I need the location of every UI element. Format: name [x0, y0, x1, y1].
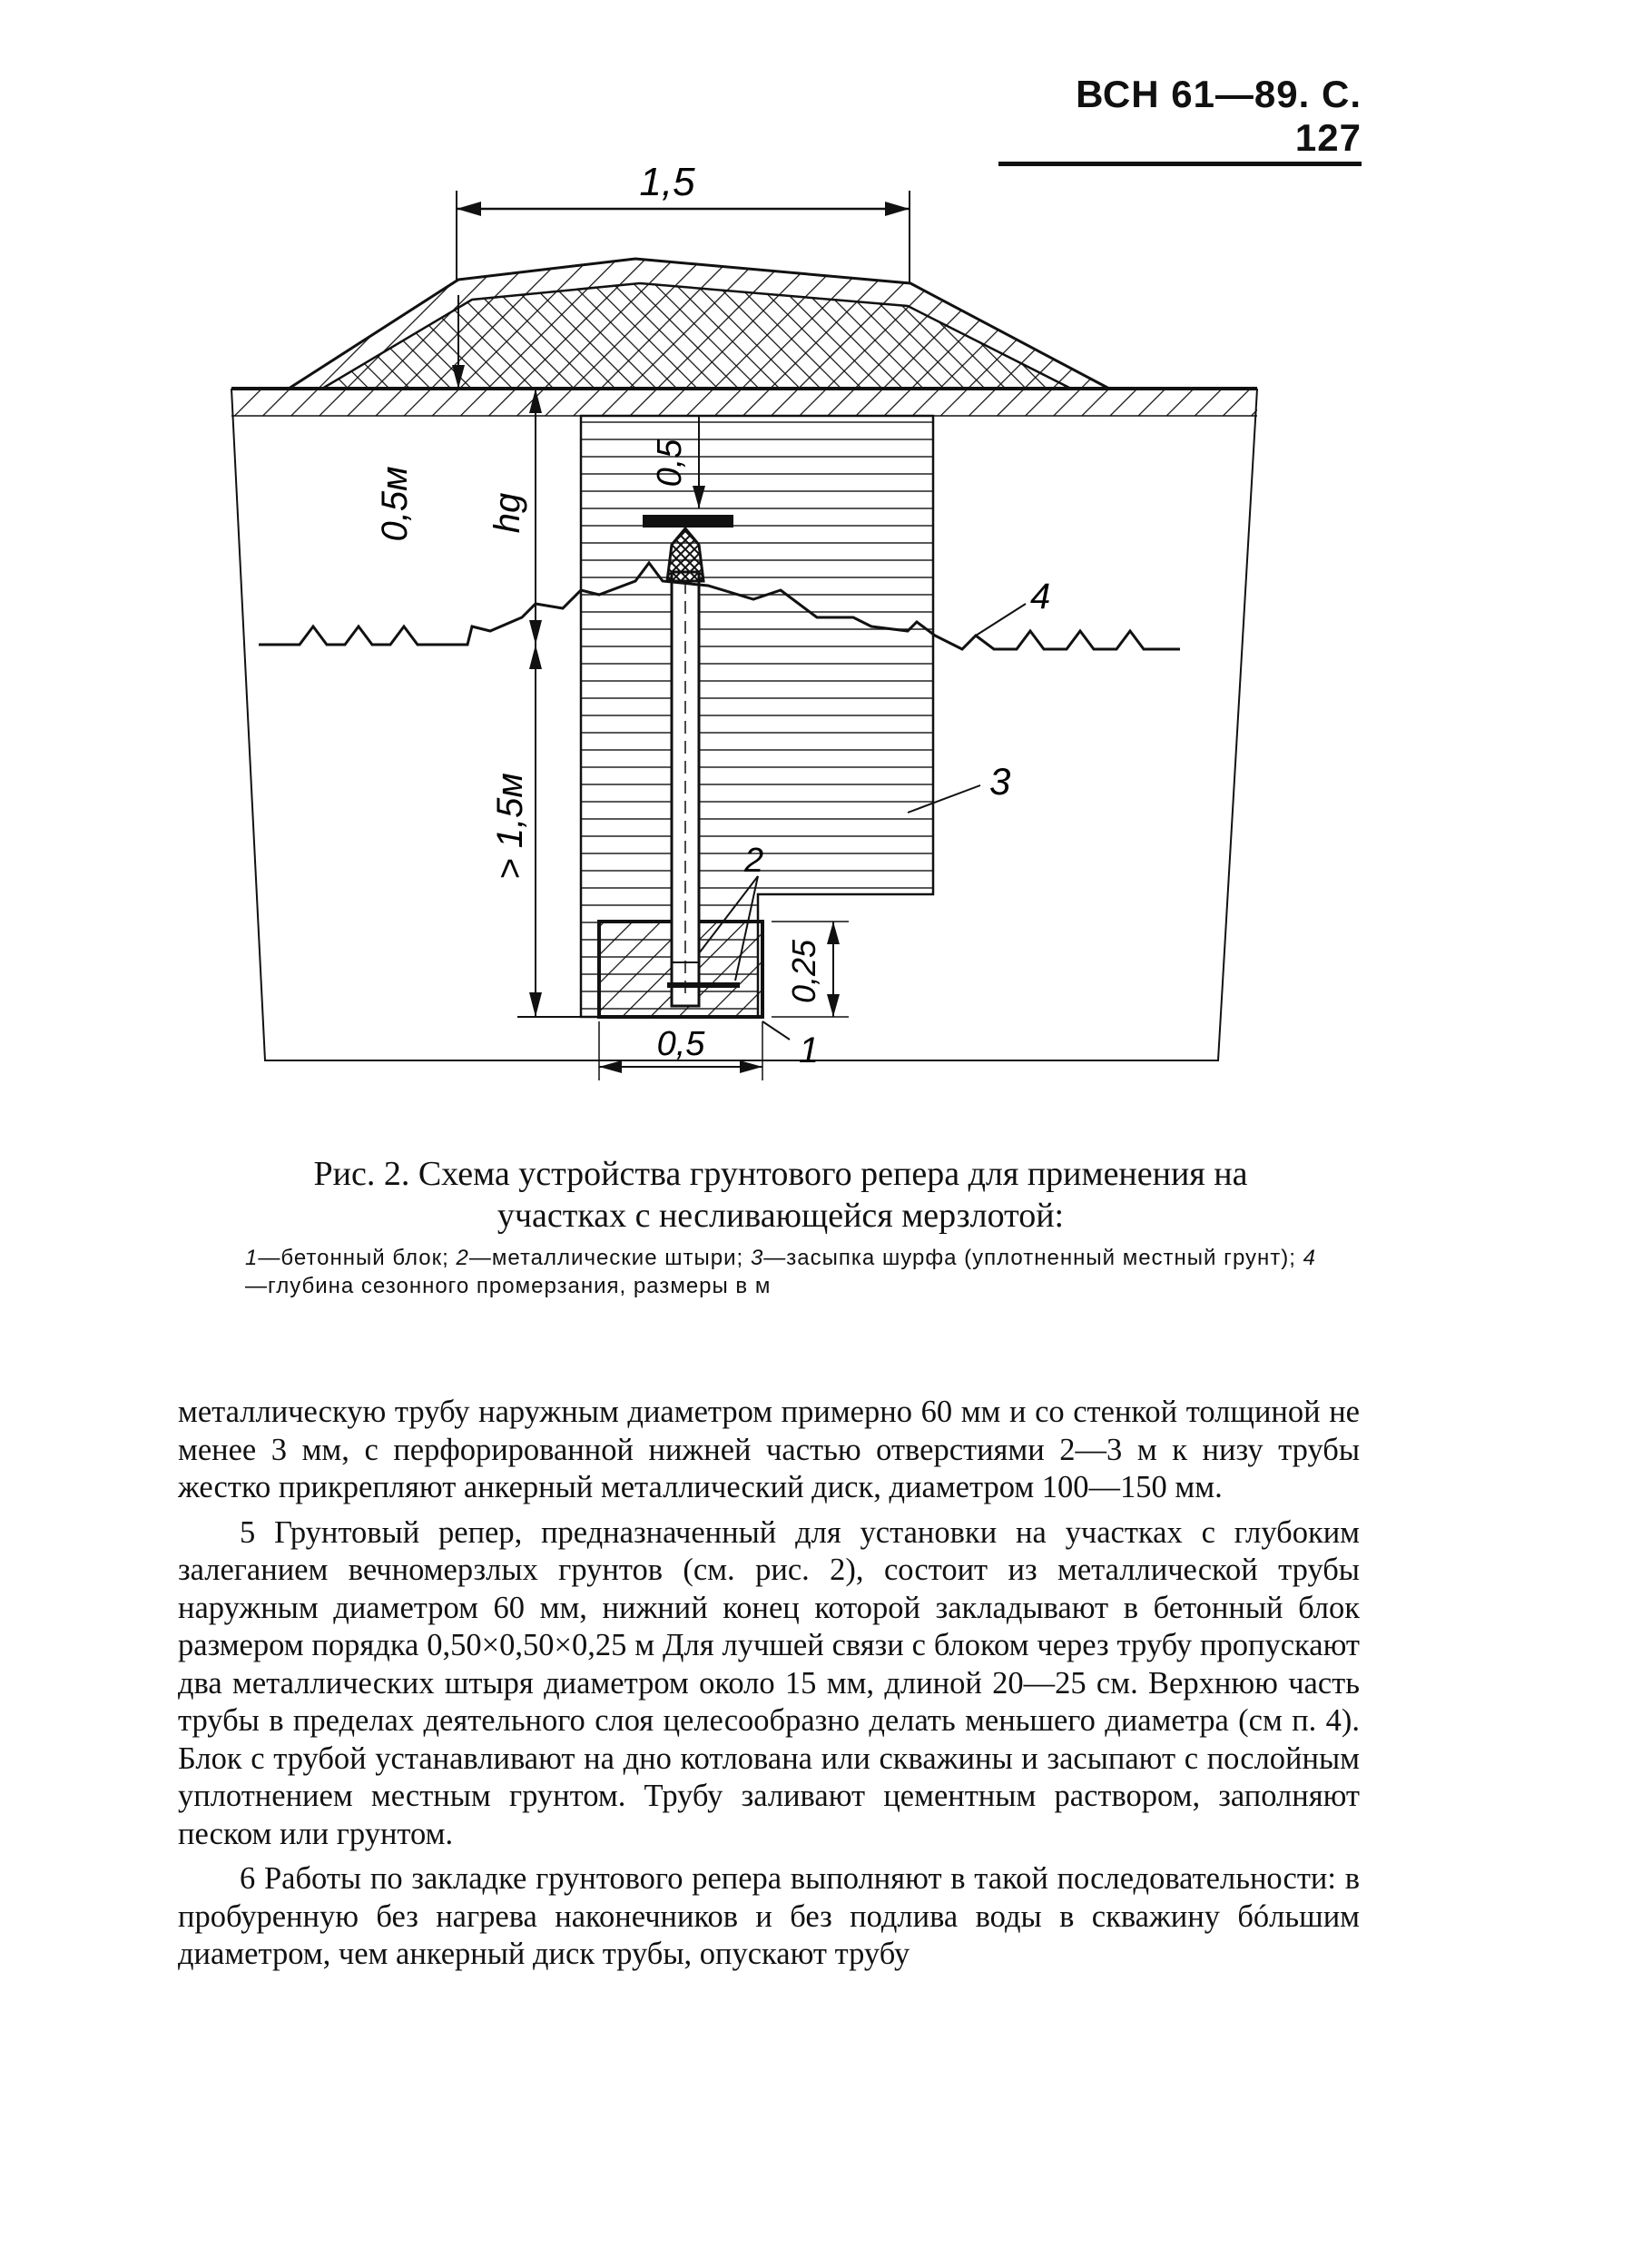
- paragraph-3: 6 Работы по закладке грунтового репера выполняют в такой последовательности: в пробуренную без нагрева наконечников и без подлива воды в скважину бóльшим диаметром, чем анкерный диск трубы, опускают трубу: [178, 1861, 1360, 1971]
- legend-num-3: 3: [750, 1246, 764, 1270]
- dim-top: 1,5: [639, 160, 695, 204]
- legend-text-1: —бетонный блок;: [258, 1246, 449, 1270]
- caption-line-2: участках с несливающейся мерзлотой:: [497, 1197, 1065, 1235]
- caption-line-1: Рис. 2. Схема устройства грунтового репера для применения на: [313, 1155, 1248, 1193]
- dim-upper-depth: 0,5м: [375, 466, 415, 542]
- figure-caption: [245, 1153, 1316, 1237]
- pipe-cap: [643, 515, 733, 528]
- legend-num-1: 1: [245, 1246, 259, 1270]
- ground-surface-hatch: [234, 389, 1257, 416]
- label-3: 3: [989, 760, 1011, 803]
- figure-legend: [245, 1244, 1316, 1300]
- dim-lower-depth: > 1,5м: [490, 773, 530, 880]
- legend-text-3: —засыпка шурфа (уплотненный местный грунт);: [763, 1246, 1296, 1270]
- dim-block-width: 0,5: [656, 1025, 705, 1063]
- legend-num-2: 2: [456, 1246, 469, 1270]
- body-text: [178, 1394, 1360, 1981]
- dim-inner-gap: 0,5: [651, 439, 689, 488]
- paragraph-2: 5 Грунтовый репер, предназначенный для установки на участках с глубоким залеганием вечномерзлых грунтов (см. рис. 2), состоит из металлической трубы наружным диаметром 60 мм, нижний конец которой закладывают в бетонный блок размером порядка 0,50×0,50×0,25 м Для лучшей связи с блоком через трубу пропускают два металлических штыря диаметром около 15 мм, длиной 20—25 см. Верхнюю часть трубы в пределах деятельного слоя целесообразно делать меньшего диаметра (см п. 4). Блок с трубой устанавливают на дно котлована или скважины и засыпают с послойным уплотнением местным грунтом. Трубу заливают цементным раствором, заполняют песком или грунтом.: [178, 1514, 1360, 1851]
- legend-text-2: —металлические штыри;: [468, 1246, 744, 1270]
- label-2: 2: [744, 842, 764, 880]
- legend-num-4: 4: [1303, 1246, 1317, 1270]
- label-4: 4: [1030, 577, 1051, 616]
- legend-text-4: —глубина сезонного промерзания, размеры в м: [245, 1274, 772, 1298]
- dim-hg: hg: [487, 492, 527, 534]
- paragraph-1: металлическую трубу наружным диаметром примерно 60 мм и со стенкой толщиной не менее 3 мм, с перфорированной нижней частью отверстиями 2—3 м к низу трубы жестко прикрепляют анкерный металлический диск, диаметром 100—150 мм.: [178, 1395, 1360, 1504]
- label-1: 1: [799, 1030, 820, 1070]
- benchmark-diagram: [0, 0, 1652, 1126]
- page-header-code: ВСН 61—89. С. 127: [998, 73, 1362, 166]
- dim-block-height: 0,25: [785, 939, 822, 1004]
